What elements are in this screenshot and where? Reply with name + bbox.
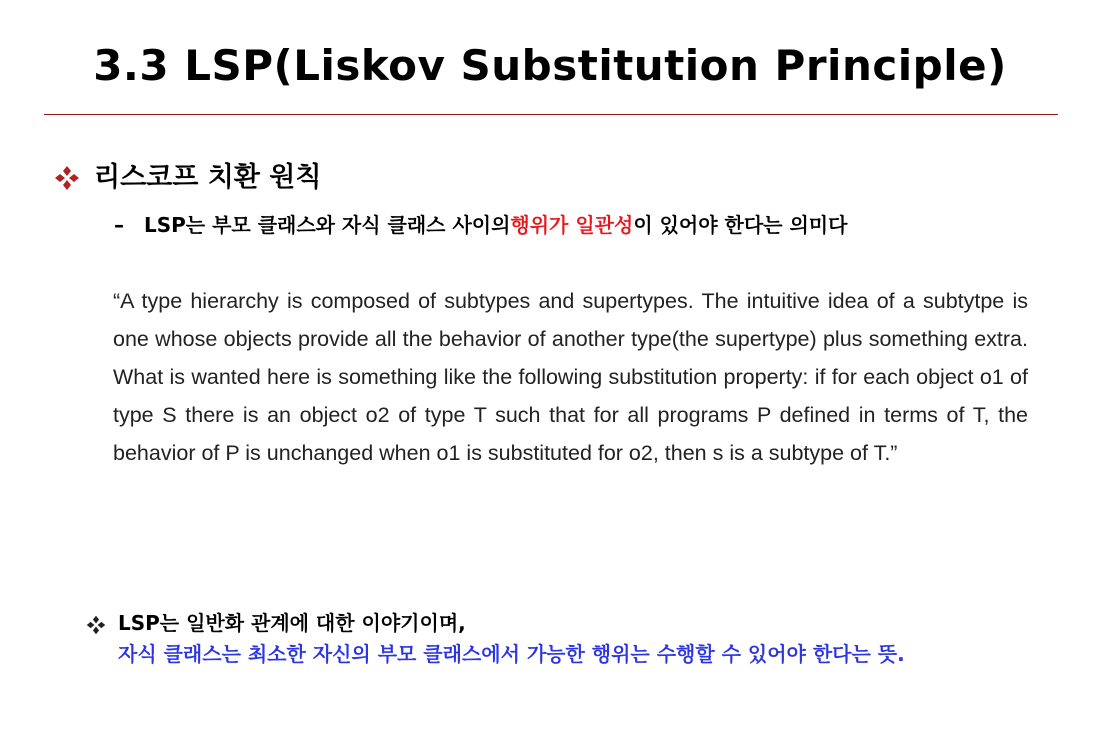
note-line-2: 자식 클래스는 최소한 자신의 부모 클래스에서 가능한 행위는 수행할 수 있어야 한다는 뜻. bbox=[118, 642, 905, 666]
sub-bullet-highlight: 행위가 일관성 bbox=[510, 213, 634, 237]
sub-bullet-text-after: 이 있어야 한다는 의미다 bbox=[633, 213, 848, 237]
diamond-bullet-icon bbox=[54, 165, 80, 191]
note-line-1-row bbox=[86, 608, 1066, 638]
diamond-bullet-icon bbox=[86, 613, 106, 633]
main-bullet bbox=[54, 158, 321, 198]
slide-title: 3.3 LSP(Liskov Substitution Principle) bbox=[93, 41, 1007, 90]
liskov-quote: “A type hierarchy is composed of subtypes and supertypes. The intuitive idea of a subtytpe is one whose objects provide all the behavior of another type(the supertype) plus something extra. What is wanted here is something like the following substitution property: if for each object o1 of type S there is an object o2 of type T such that for all programs P defined in terms of T, the behavior of P is unchanged when o1 is substituted for o2, then s is a subtype of T.” bbox=[113, 289, 1028, 465]
sub-bullet-text-before: LSP는 부모 클래스와 자식 클래스 사이의 bbox=[144, 213, 511, 237]
summary-note bbox=[86, 608, 1066, 670]
note-line-1: LSP는 일반화 관계에 대한 이야기이며, bbox=[118, 611, 466, 635]
sub-bullet bbox=[114, 208, 847, 242]
title-divider bbox=[44, 114, 1058, 115]
dash-marker: – bbox=[114, 213, 124, 237]
main-bullet-text: 리스코프 치환 원칙 bbox=[94, 162, 322, 193]
